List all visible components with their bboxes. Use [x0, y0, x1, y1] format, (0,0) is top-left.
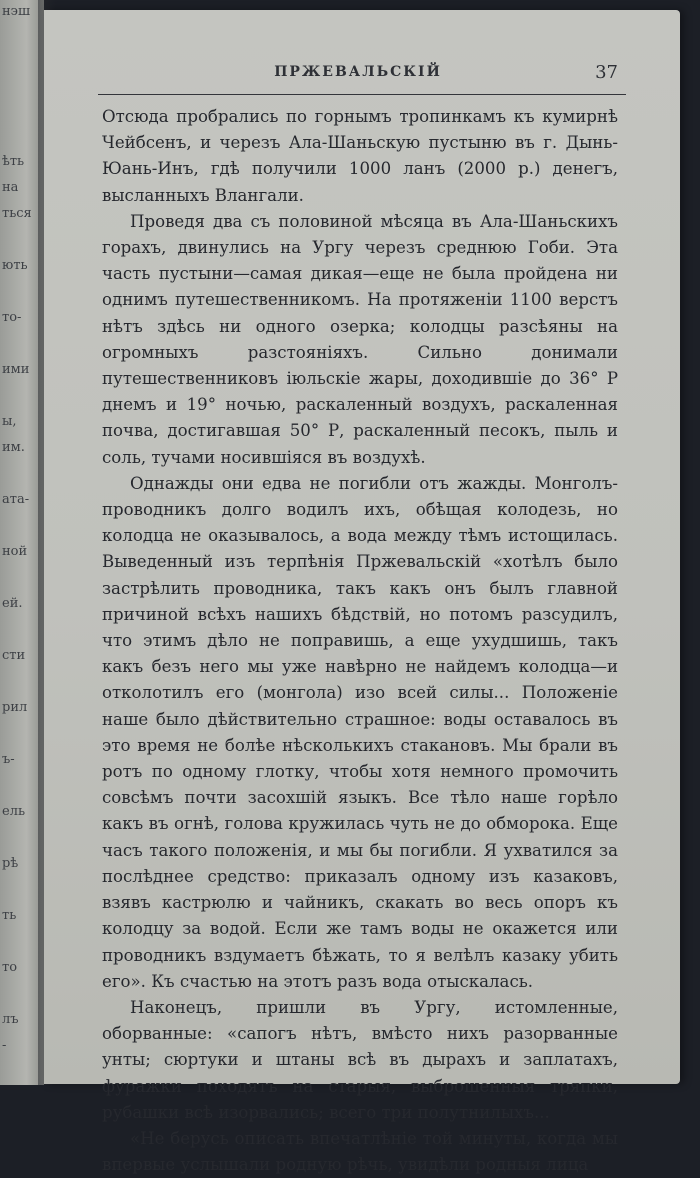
- book-page: [44, 10, 680, 1175]
- left-page-fragment: лъ: [2, 1012, 19, 1027]
- left-page-fragment: на: [2, 180, 19, 195]
- left-page-fragment: рил: [2, 700, 28, 715]
- left-page-fragment: ы,: [2, 414, 17, 429]
- left-page-fragment: -: [2, 1038, 7, 1053]
- header-rule: [98, 94, 626, 95]
- paragraph: Отсюда пробрались по горнымъ тропинкамъ къ кумирнѣ Чейбсенъ, и черезъ Ала-Шаньскую пустыню въ г. Дынь-Юань-Инъ, гдѣ получили 1000 ланъ (2000 р.) денегъ, высланныхъ Влангали.: [102, 107, 618, 205]
- left-page-fragment: ими: [2, 362, 30, 377]
- paragraph: «Не берусь описать впечатлѣніе той минуты, когда мы впервые услышали родную рѣчь, увидѣли родныя лица: [102, 1128, 618, 1175]
- page-header: [98, 62, 618, 88]
- left-page-fragment: ють: [2, 258, 28, 273]
- left-page-fragment: сти: [2, 648, 26, 663]
- left-page-fragment: им.: [2, 440, 25, 455]
- left-page-fragment: то: [2, 960, 18, 975]
- left-page-fragment: ть: [2, 908, 17, 923]
- left-page-fragment: ться: [2, 206, 32, 221]
- left-page-fragment: рѣ: [2, 856, 19, 871]
- left-page-fragment: нэш: [2, 4, 31, 19]
- paragraph: Проведя два съ половиной мѣсяца въ Ала-Шаньскихъ горахъ, двинулись на Ургу черезъ среднюю Гоби. Эта часть пустыни—самая дикая—еще не была пройдена ни однимъ путешественникомъ. На протяженіи 1100 верстъ нѣтъ здѣсь ни одного озерка; колодцы разсѣяны на огромныхъ разстояніяхъ. Сильно донимали путешественниковъ іюльскіе жары, доходившіе до 36° Р днемъ и 19° ночью, раскаленный воздухъ, раскаленная почва, достигавшая 50° Р, раскаленный песокъ, пыль и соль, тучами носившіяся въ воздухѣ.: [102, 211, 618, 467]
- left-page-fragment: ъ-: [2, 752, 15, 767]
- paragraph: Наконецъ, пришли въ Ургу, истомленные, оборванные: «сапогъ нѣтъ, вмѣсто нихъ разорванные унты; сюртуки и штаны всѣ въ дырахъ и заплатахъ, фуражки походятъ на старыя, выброшенныя тряпки, рубашки всѣ изорвались; всего три полутнилыхъ...: [102, 997, 618, 1122]
- paragraph: Однажды они едва не погибли отъ жажды. Монголъ-проводникъ долго водилъ ихъ, обѣщая колодезь, но колодца не оказывалось, а вода между тѣмъ истощилась. Выведенный изъ терпѣнія Пржевальскій «хотѣлъ было застрѣлить проводника, такъ какъ онъ былъ главной причиной всѣхъ нашихъ бѣдствій, но потомъ разсудилъ, что этимъ дѣло не поправишь, а еще ухудшишь, такъ какъ безъ него мы уже навѣрно не найдемъ колодца—и отколотилъ его (монгола) изо всей силы... Положеніе наше было дѣйствительно страшное: воды оставалось въ это время не болѣе нѣсколькихъ стакановъ. Мы брали въ ротъ по одному глотку, чтобы хотя немного промочить совсѣмъ почти засохшій языкъ. Все тѣло наше горѣло какъ въ огнѣ, голова кружилась чуть не до обморока. Еще часъ такого положенія, и мы бы погибли. Я ухватился за послѣднее средство: приказалъ одному изъ казаковъ, взявъ кастрюлю и чайникъ, скакать во весь опоръ къ колодцу за водой. Если же тамъ воды не окажется или проводникъ вздумаетъ бѣжать, то я велѣлъ казаку убить его». Къ счастью на этотъ разъ вода отыскалась.: [102, 473, 618, 991]
- left-page-fragment: ата-: [2, 492, 30, 507]
- left-page-fragment: ель: [2, 804, 26, 819]
- left-page-fragment: ей.: [2, 596, 23, 611]
- left-page-fragment: ѣть: [2, 154, 25, 169]
- running-head: ПРЖЕВАЛЬСКІЙ: [274, 64, 442, 80]
- body-text: [102, 104, 618, 1178]
- left-page-fragment: ной: [2, 544, 28, 559]
- left-page-fragment: то-: [2, 310, 22, 325]
- page-number: 37: [595, 62, 618, 83]
